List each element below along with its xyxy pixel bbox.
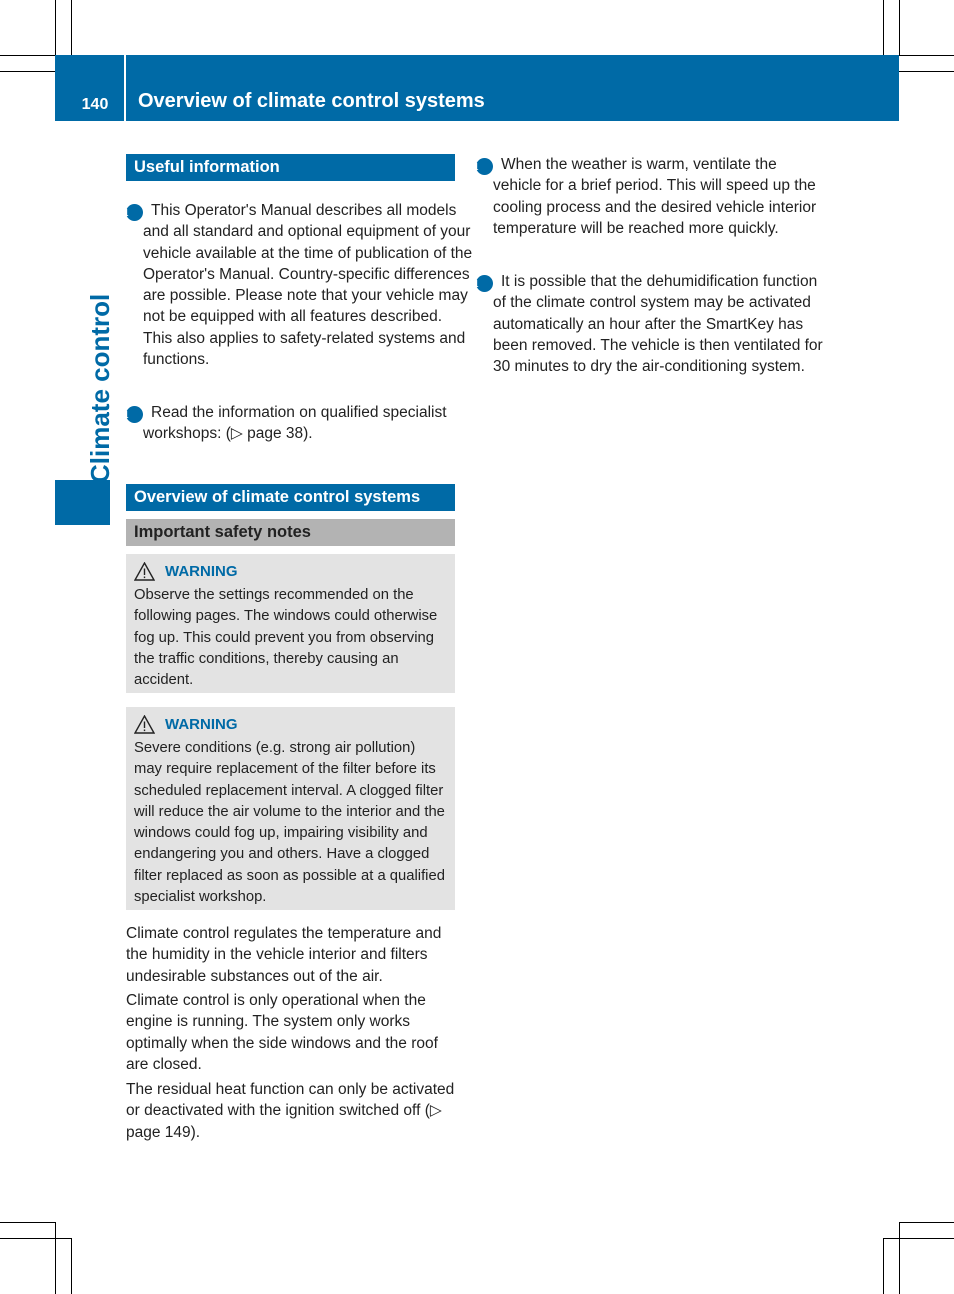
section-heading-useful-information: Useful information	[126, 154, 455, 181]
subheading-safety-notes: Important safety notes	[126, 519, 455, 546]
info-icon: i	[126, 204, 143, 221]
crop-mark	[55, 0, 56, 55]
info-note-text: This Operator's Manual describes all models and all standard and optional equipment of your vehicle available at the time of publication of the Operator's Manual. Country-specific differences are possible. Please note that your vehicle may not be equipped with all features described. This also applies to safety-related systems and functions.	[143, 202, 473, 369]
info-icon: i	[476, 275, 493, 292]
info-icon: i	[476, 158, 493, 175]
side-tab-label: Climate control	[85, 293, 115, 483]
header-separator	[124, 55, 126, 121]
crop-mark	[899, 1222, 900, 1294]
info-note-manual	[123, 200, 473, 370]
info-note-ventilate	[473, 154, 825, 239]
crop-mark	[0, 1238, 71, 1239]
warning-triangle-icon	[134, 715, 155, 734]
info-icon: i	[126, 406, 143, 423]
crop-mark	[55, 1222, 56, 1294]
warning-header	[134, 715, 447, 734]
info-note-text: When the weather is warm, ventilate the vehicle for a brief period. This will speed up the cooling process and the desired vehicle interior temperature will be reached more quickly.	[493, 156, 817, 237]
info-note-dehumidification	[473, 271, 825, 377]
crop-mark	[0, 1222, 55, 1223]
crop-mark	[899, 71, 954, 72]
crop-mark	[883, 1238, 884, 1294]
body-paragraph: Climate control regulates the temperature and the humidity in the vehicle interior and filters undesirable substances out of the air.	[126, 925, 442, 985]
crop-mark	[899, 0, 900, 55]
warning-triangle-icon	[134, 562, 155, 581]
crop-mark	[71, 0, 72, 55]
crop-mark	[883, 1238, 954, 1239]
info-note-workshops	[123, 402, 473, 445]
crop-mark	[71, 1238, 72, 1294]
crop-mark	[899, 55, 954, 56]
body-paragraph: Climate control is only operational when the engine is running. The system only works optimally when the side windows and the roof are closed.	[126, 992, 438, 1073]
crop-mark	[0, 55, 55, 56]
info-note-text: Read the information on qualified specialist workshops: (▷ page 38).	[143, 404, 447, 443]
info-note-text: It is possible that the dehumidification function of the climate control system may be activated automatically an hour after the SmartKey has been removed. The vehicle is then ventilated for 30 minutes to dry the air-conditioning system.	[493, 273, 823, 376]
section-heading-overview: Overview of climate control systems	[126, 484, 455, 511]
side-tab-marker	[55, 480, 110, 525]
warning-text: Severe conditions (e.g. strong air pollution) may require replacement of the filter before its scheduled replacement interval. A clogged filter will reduce the air volume to the interior and the windows could fog up, impairing visibility and endangering you and others. Have a clogged filter replaced as soon as possible at a qualified specialist workshop.	[134, 740, 445, 906]
warning-label: WARNING	[165, 716, 238, 733]
page-number: 140	[81, 96, 109, 113]
crop-mark	[899, 1222, 954, 1223]
warning-box	[126, 554, 455, 693]
warning-header	[134, 562, 447, 581]
crop-mark	[0, 71, 55, 72]
warning-text: Observe the settings recommended on the following pages. The windows could otherwise fog up. This could prevent you from observing the traffic conditions, thereby causing an accident.	[134, 587, 438, 689]
warning-box	[126, 707, 455, 910]
crop-mark	[883, 0, 884, 55]
page-title: Overview of climate control systems	[138, 90, 485, 112]
body-paragraph: The residual heat function can only be activated or deactivated with the ignition switched off (▷ page 149).	[126, 1081, 455, 1141]
warning-label: WARNING	[165, 563, 238, 580]
